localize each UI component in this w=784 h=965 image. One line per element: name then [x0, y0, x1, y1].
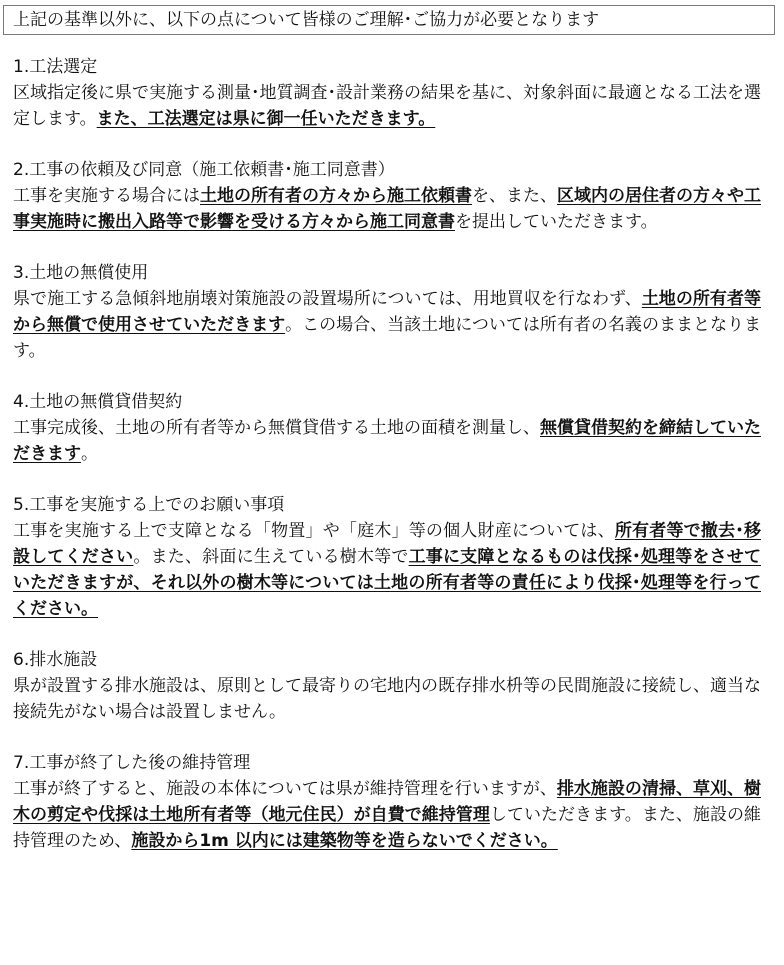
section-body	[13, 673, 761, 725]
body-text: 。この場合、当該土地については所有者の名義のままとなります。	[13, 315, 761, 361]
body-text: 。	[81, 444, 98, 464]
section-title: 6.排水施設	[13, 650, 98, 670]
notice-header	[3, 5, 775, 35]
body-emphasis: 所有者等で撤去･移設してください	[13, 521, 761, 567]
body-emphasis: 土地の所有者等から無償で使用させていただきます	[13, 289, 761, 335]
section-free-land-use	[13, 260, 761, 364]
body-text: 区域指定後に県で実施する測量･地質調査･設計業務の結果を基に、対象斜面に最適となる工法を選定します。	[13, 83, 761, 129]
body-text: 工事を実施する上で支障となる「物置」や「庭木」等の個人財産については、	[13, 521, 615, 541]
body-text: 工事を実施する場合には	[13, 186, 200, 206]
body-emphasis: 施設から1m 以内には建築物等を造らないでください。	[131, 831, 558, 851]
notice-header-text: 上記の基準以外に、以下の点について皆様のご理解･ご協力が必要となります	[13, 10, 600, 30]
body-text: していただきます。また、施設の維持管理のため、	[13, 805, 762, 851]
section-request-consent	[13, 157, 761, 235]
body-text: 工事が終了すると、施設の本体については県が維持管理を行いますが、	[13, 779, 557, 799]
section-body	[13, 415, 761, 467]
body-text: を、また、	[472, 186, 557, 206]
section-body	[13, 183, 761, 235]
section-title: 1.工法選定	[13, 57, 98, 77]
body-text: 県で施工する急傾斜地崩壊対策施設の設置場所については、用地買収を行なわず、	[13, 289, 642, 309]
body-emphasis: 無償貸借契約を締結していただきます	[13, 418, 761, 464]
body-emphasis: また、工法選定は県に御一任いただきます。	[96, 109, 436, 129]
section-body	[13, 80, 761, 132]
section-body	[13, 776, 761, 854]
section-drainage	[13, 647, 761, 725]
section-title: 5.工事を実施する上でのお願い事項	[13, 495, 285, 515]
section-maintenance	[13, 750, 761, 854]
section-title: 4.土地の無償貸借契約	[13, 392, 183, 412]
body-emphasis: 土地の所有者の方々から施工依頼書	[200, 186, 472, 206]
section-construction-method	[13, 54, 761, 132]
section-body	[13, 286, 761, 364]
section-title: 2.工事の依頼及び同意（施工依頼書･施工同意書）	[13, 160, 395, 180]
body-emphasis: 工事に支障となるものは伐採･処理等をさせていただきますが、それ以外の樹木等については土地の所有者等の責任により伐採･処理等を行ってください。	[13, 547, 762, 619]
section-loan-contract	[13, 389, 761, 467]
section-requests	[13, 492, 761, 622]
body-emphasis: 排水施設の清掃、草刈、樹木の剪定や伐採は土地所有者等（地元住民）が自費で維持管理	[13, 779, 761, 825]
body-text: 工事完成後、土地の所有者等から無償貸借する土地の面積を測量し、	[13, 418, 540, 438]
body-text: を提出していただきます。	[455, 212, 658, 232]
sections-container	[13, 54, 761, 879]
section-title: 7.工事が終了した後の維持管理	[13, 753, 251, 773]
section-body	[13, 518, 761, 622]
body-text: 。また、斜面に生えている樹木等で	[133, 547, 409, 567]
section-title: 3.土地の無償使用	[13, 263, 149, 283]
body-text: 県が設置する排水施設は、原則として最寄りの宅地内の既存排水枡等の民間施設に接続し、適当な接続先がない場合は設置しません。	[13, 676, 761, 722]
body-emphasis: 区域内の居住者の方々や工事実施時に搬出入路等で影響を受ける方々から施工同意書	[13, 186, 761, 232]
